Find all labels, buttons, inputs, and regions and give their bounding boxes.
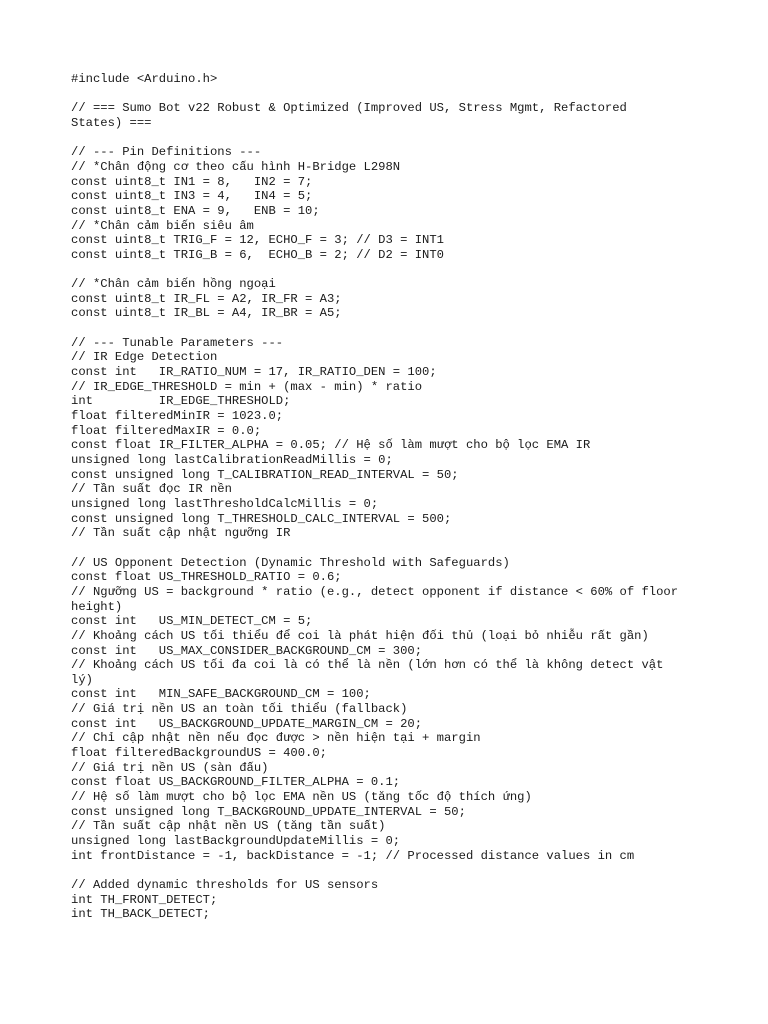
code-line: const unsigned long T_THRESHOLD_CALC_INTERVAL = 500; bbox=[71, 511, 452, 526]
code-line: height) bbox=[71, 599, 123, 614]
code-line: // Chỉ cập nhật nền nếu đọc được > nền hiện tại + margin bbox=[71, 731, 481, 746]
code-line: // === Sumo Bot v22 Robust & Optimized (Improved US, Stress Mgmt, Refactored bbox=[71, 101, 627, 116]
code-line: const int IR_RATIO_NUM = 17, IR_RATIO_DEN = 100; bbox=[71, 365, 437, 380]
code-line: const float US_THRESHOLD_RATIO = 0.6; bbox=[71, 570, 342, 585]
code-line: float filteredMinIR = 1023.0; bbox=[71, 409, 284, 424]
code-line: // --- Pin Definitions --- bbox=[71, 145, 262, 160]
code-line: int frontDistance = -1, backDistance = -1; // Processed distance values in cm bbox=[71, 848, 635, 863]
code-line: lý) bbox=[71, 672, 93, 687]
code-line: const uint8_t TRIG_B = 6, ECHO_B = 2; // D2 = INT0 bbox=[71, 247, 444, 262]
code-line: const uint8_t IN1 = 8, IN2 = 7; bbox=[71, 174, 313, 189]
code-line: // US Opponent Detection (Dynamic Threshold with Safeguards) bbox=[71, 555, 510, 570]
code-line: const uint8_t IR_FL = A2, IR_FR = A3; bbox=[71, 291, 342, 306]
code-line: float filteredBackgroundUS = 400.0; bbox=[71, 746, 327, 761]
code-line: const unsigned long T_BACKGROUND_UPDATE_INTERVAL = 50; bbox=[71, 804, 466, 819]
blank-line bbox=[71, 87, 711, 102]
code-line: States) === bbox=[71, 115, 152, 130]
code-line: unsigned long lastThresholdCalcMillis = 0; bbox=[71, 496, 379, 511]
code-listing bbox=[71, 72, 711, 922]
code-line: const int US_MIN_DETECT_CM = 5; bbox=[71, 614, 313, 629]
blank-line bbox=[71, 131, 711, 146]
code-line: // IR Edge Detection bbox=[71, 350, 218, 365]
code-line: // Tần suất cập nhật nền US (tăng tần suất) bbox=[71, 819, 386, 834]
code-line: const int US_MAX_CONSIDER_BACKGROUND_CM = 300; bbox=[71, 643, 423, 658]
code-line: const uint8_t ENA = 9, ENB = 10; bbox=[71, 203, 320, 218]
code-line: const float IR_FILTER_ALPHA = 0.05; // Hệ số làm mượt cho bộ lọc EMA IR bbox=[71, 438, 591, 453]
code-line: const uint8_t TRIG_F = 12, ECHO_F = 3; // D3 = INT1 bbox=[71, 233, 444, 248]
code-line: float filteredMaxIR = 0.0; bbox=[71, 423, 262, 438]
code-line: unsigned long lastCalibrationReadMillis = 0; bbox=[71, 453, 393, 467]
code-line: // Giá trị nền US an toàn tối thiểu (fallback) bbox=[71, 702, 408, 717]
blank-line bbox=[71, 263, 711, 278]
code-line: const uint8_t IR_BL = A4, IR_BR = A5; bbox=[71, 306, 342, 321]
code-line: const float US_BACKGROUND_FILTER_ALPHA = 0.1; bbox=[71, 775, 401, 790]
code-line: // Giá trị nền US (sàn đấu) bbox=[71, 760, 269, 775]
code-line: #include <Arduino.h> bbox=[71, 72, 218, 86]
blank-line bbox=[71, 541, 711, 556]
code-line: int IR_EDGE_THRESHOLD; bbox=[71, 394, 291, 409]
code-line: // Khoảng cách US tối thiểu để coi là phát hiện đối thủ (loại bỏ nhiễu rất gần) bbox=[71, 628, 649, 643]
code-line: const int MIN_SAFE_BACKGROUND_CM = 100; bbox=[71, 687, 371, 702]
code-line: int TH_FRONT_DETECT; bbox=[71, 892, 218, 907]
code-line: // *Chân cảm biến hồng ngoại bbox=[71, 277, 276, 292]
code-line: // --- Tunable Parameters --- bbox=[71, 335, 284, 350]
code-line: // Tần suất đọc IR nền bbox=[71, 482, 232, 497]
blank-line bbox=[71, 321, 711, 336]
code-line: // Khoảng cách US tối đa coi là có thể là nền (lớn hơn có thể là không detect vật bbox=[71, 658, 664, 673]
blank-line bbox=[71, 863, 711, 878]
code-line: // Hệ số làm mượt cho bộ lọc EMA nền US (tăng tốc độ thích ứng) bbox=[71, 790, 532, 805]
code-line: const uint8_t IN3 = 4, IN4 = 5; bbox=[71, 189, 313, 204]
code-line: // Added dynamic thresholds for US sensors bbox=[71, 878, 379, 892]
code-line: int TH_BACK_DETECT; bbox=[71, 907, 210, 922]
code-line: // Tần suất cập nhật ngưỡng IR bbox=[71, 526, 291, 541]
code-line: const int US_BACKGROUND_UPDATE_MARGIN_CM = 20; bbox=[71, 716, 423, 731]
code-line: // IR_EDGE_THRESHOLD = min + (max - min) * ratio bbox=[71, 379, 423, 394]
code-line: const unsigned long T_CALIBRATION_READ_INTERVAL = 50; bbox=[71, 467, 459, 482]
code-line: // *Chân cảm biến siêu âm bbox=[71, 218, 254, 233]
code-line: // *Chân động cơ theo cấu hình H-Bridge L298N bbox=[71, 159, 401, 174]
code-line: // Ngưỡng US = background * ratio (e.g., detect opponent if distance < 60% of floor bbox=[71, 584, 679, 599]
code-line: unsigned long lastBackgroundUpdateMillis = 0; bbox=[71, 834, 401, 849]
